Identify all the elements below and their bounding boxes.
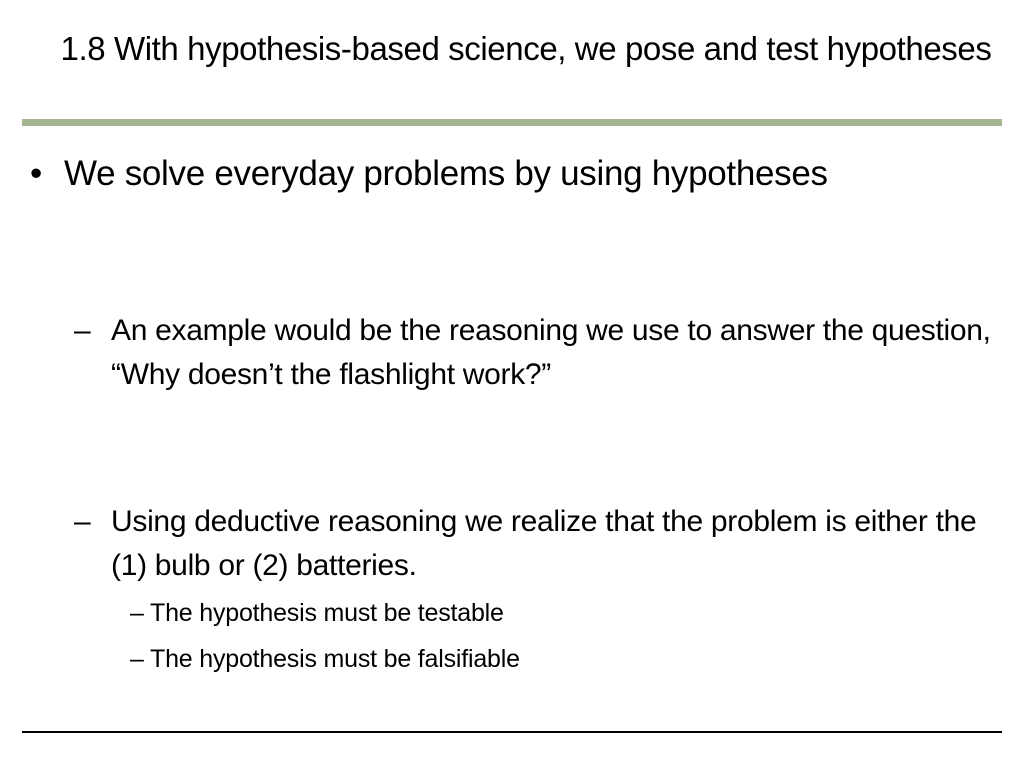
sub-sub-bullet-testable [130, 598, 950, 628]
sub-bullet-flashlight-text: An example would be the reasoning we use to answer the question, “Why doesn’t the flashlight work?” [111, 314, 991, 391]
slide-title [30, 28, 1022, 70]
sub-sub-bullet-testable-text: The hypothesis must be testable [150, 599, 504, 627]
title-divider [22, 119, 1002, 126]
dash-marker: – [74, 314, 91, 347]
sub-sub-bullet-falsifiable-text: The hypothesis must be falsifiable [150, 645, 520, 673]
bullet-main [28, 152, 988, 196]
bullet-marker: • [30, 154, 42, 193]
bottom-divider [22, 731, 1002, 733]
dash-marker: – [74, 505, 91, 538]
dash-marker: – [130, 599, 144, 627]
bullet-main-text: We solve everyday problems by using hypotheses [64, 154, 828, 193]
dash-marker: – [130, 645, 144, 673]
sub-bullet-deductive-text: Using deductive reasoning we realize that the problem is either the (1) bulb or (2) batteries. [111, 505, 977, 582]
slide-title-text: 1.8 With hypothesis-based science, we pose and test hypotheses [60, 30, 992, 67]
sub-bullet-deductive [74, 500, 991, 588]
sub-bullet-flashlight [74, 309, 991, 397]
sub-sub-bullet-falsifiable [130, 644, 950, 674]
